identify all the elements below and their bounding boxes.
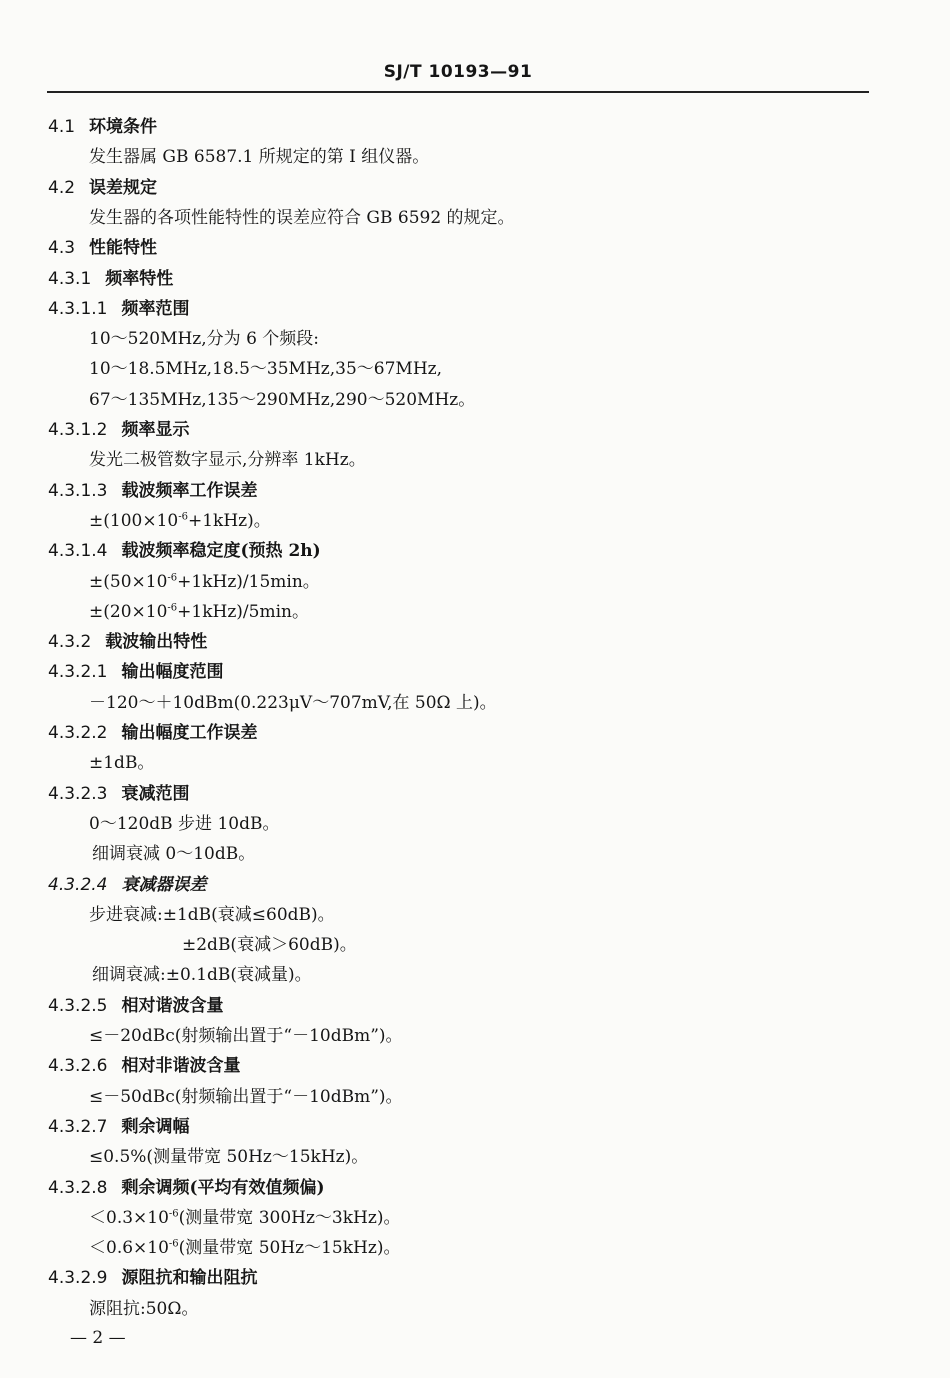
section-number: 4.3 [48,238,76,259]
section-title: 频率显示 [121,420,190,440]
body-text-line: 发生器属 GB 6587.1 所规定的第 Ⅰ 组仪器。 [89,147,430,168]
section-number: 4.3.2.1 [48,662,108,683]
section-title: 剩余调频(平均有效值频偏) [121,1177,325,1198]
body-text-line: －120～＋10dBm(0.223μV～707mV,在 50Ω 上)。 [89,692,497,713]
section-heading [48,1263,257,1293]
body-text-line [89,597,309,627]
body-text-line [89,1233,400,1263]
section-number: 4.3.1.2 [48,420,108,440]
text-segment: ±(50×10 [89,571,168,592]
body-text-line: 步进衰减:±1dB(衰减≤60dB)。 [89,904,335,925]
section-title: 输出幅度工作误差 [121,723,258,743]
section-title: 载波频率稳定度(预热 2h) [121,541,321,562]
body-text-line: 源阻抗:50Ω。 [89,1298,199,1319]
body-text-line [89,506,271,536]
section-number: 4.3.2 [48,632,92,653]
section-title: 载波频率工作误差 [121,480,258,501]
section-number: 4.3.2.6 [48,1056,108,1077]
body-text-line: ±2dB(衰减＞60dB)。 [182,935,357,956]
section-heading [48,627,207,657]
section-number: 4.3.2.3 [48,783,108,804]
section-heading [48,536,321,566]
body-text-line: 67～135MHz,135～290MHz,290～520MHz。 [89,389,476,410]
section-heading [48,233,157,263]
body-text-line: 10～18.5MHz,18.5～35MHz,35～67MHz, [89,359,443,380]
section-title: 输出幅度范围 [121,662,224,683]
section-heading [48,870,206,900]
section-number: 4.1 [48,117,76,137]
text-segment: ＜0.3×10 [89,1207,169,1228]
body-text-line: ≤－20dBc(射频输出置于“－10dBm”)。 [89,1026,403,1046]
body-text-line: 10～520MHz,分为 6 个频段: [89,329,320,350]
body-text-line: 0～120dB 步进 10dB。 [89,813,280,834]
section-number: 4.3.2.4 [48,874,108,895]
section-heading [48,1051,240,1081]
section-heading [48,991,223,1021]
body-text-line [89,567,320,597]
exponent: -6 [167,602,178,614]
section-number: 4.2 [48,177,76,198]
text-segment: (测量带宽 50Hz～15kHz)。 [178,1238,401,1259]
document-code-header: SJ/T 10193—91 [383,62,533,82]
section-number: 4.3.1.4 [48,541,108,562]
section-number: 4.3.2.2 [48,723,108,743]
section-heading [48,476,257,506]
section-heading [48,718,257,748]
section-number: 4.3.2.7 [48,1116,108,1137]
section-number: 4.3.1.3 [48,480,108,501]
section-number: 4.3.1 [48,268,92,289]
section-heading [48,415,189,445]
header-rule [47,91,869,93]
body-text-line: ±1dB。 [89,753,155,774]
page-number: — 2 — [70,1328,126,1348]
text-segment: +1kHz)。 [187,510,271,531]
exponent: -6 [168,1208,179,1220]
section-title: 频率范围 [121,298,190,319]
section-heading [48,657,223,687]
section-title: 性能特性 [89,238,158,259]
section-number: 4.3.2.5 [48,995,108,1016]
section-number: 4.3.1.1 [48,298,108,319]
section-title: 误差规定 [89,177,158,198]
section-title: 频率特性 [105,268,174,289]
section-title: 载波输出特性 [105,632,208,653]
body-text-line: 细调衰减 0～10dB。 [92,844,256,865]
body-text-line: 细调衰减:±0.1dB(衰减量)。 [92,965,312,986]
section-number: 4.3.2.9 [48,1268,108,1289]
exponent: -6 [167,571,178,583]
body-text-line: ≤0.5%(测量带宽 50Hz～15kHz)。 [89,1147,369,1168]
section-heading [48,112,157,142]
exponent: -6 [178,511,188,523]
section-title: 相对非谐波含量 [121,1056,241,1077]
text-segment: +1kHz)/5min。 [177,601,309,622]
section-heading [48,264,173,294]
text-segment: +1kHz)/15min。 [177,571,320,592]
body-text-line [89,1203,400,1233]
section-title: 环境条件 [89,117,158,137]
section-heading [48,1112,189,1142]
body-text-line: 发光二极管数字显示,分辨率 1kHz。 [89,450,366,471]
text-segment: ±(20×10 [89,601,168,622]
body-text-line: 发生器的各项性能特性的误差应符合 GB 6592 的规定。 [89,207,515,228]
section-heading [48,1173,325,1203]
section-title: 剩余调幅 [121,1116,190,1137]
body-text-line: ≤－50dBc(射频输出置于“－10dBm”)。 [89,1086,403,1107]
text-segment: ＜0.6×10 [89,1238,169,1259]
section-title: 衰减范围 [121,783,190,804]
text-segment: (测量带宽 300Hz～3kHz)。 [178,1207,401,1228]
section-title: 衰减器误差 [121,874,207,895]
section-number: 4.3.2.8 [48,1177,108,1198]
section-heading [48,294,189,324]
section-heading [48,173,157,203]
exponent: -6 [168,1238,179,1250]
text-segment: ±(100×10 [89,510,179,531]
section-heading [48,779,189,809]
section-title: 相对谐波含量 [121,995,224,1016]
section-title: 源阻抗和输出阻抗 [121,1268,258,1289]
